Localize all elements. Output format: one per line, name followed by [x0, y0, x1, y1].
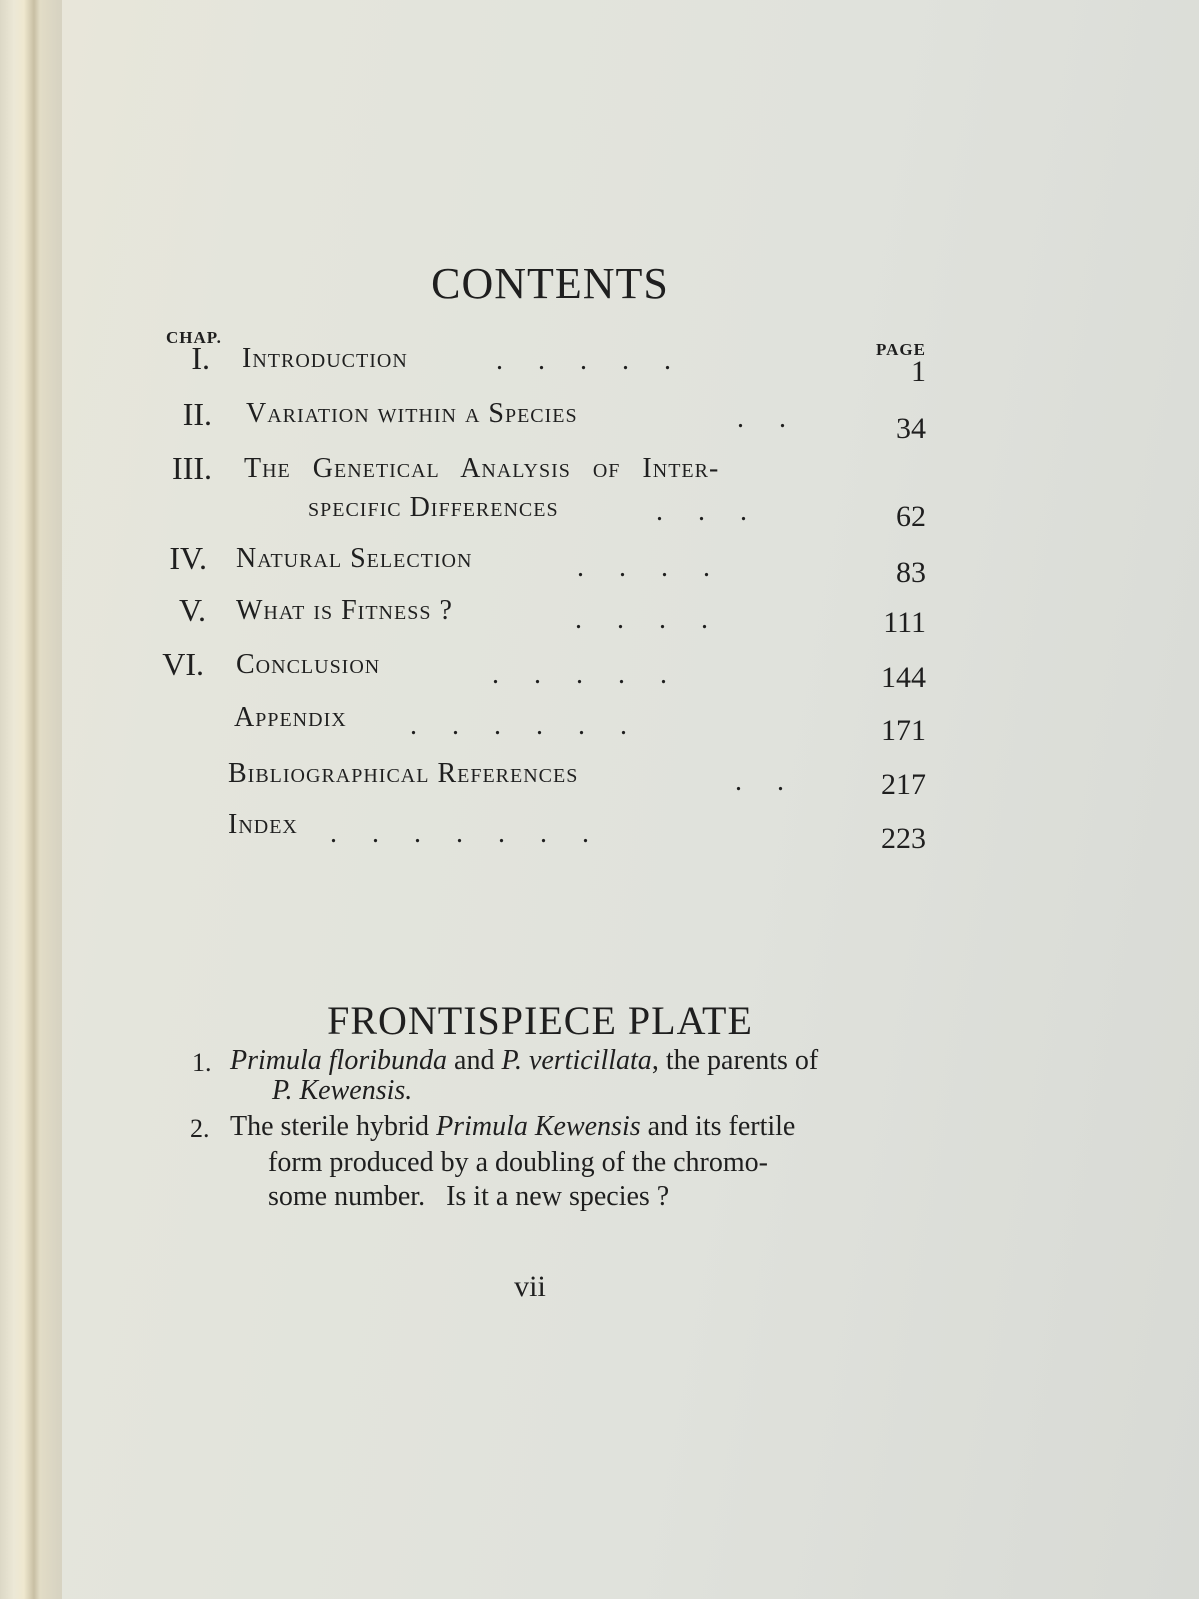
toc-entry-page: 83	[896, 556, 926, 589]
plate-item-number: 2.	[190, 1114, 210, 1143]
toc-entry-title: The Genetical Analysis of Inter-	[244, 453, 720, 484]
toc-leader-dots: . . .	[656, 496, 747, 527]
toc-leader-dots: . . . . .	[496, 345, 671, 376]
frontispiece-title: FRONTISPIECE PLATE	[327, 998, 753, 1043]
toc-entry-page: 34	[896, 412, 926, 445]
toc-entry-page: 223	[881, 822, 926, 855]
plate-item-text	[230, 1110, 920, 1144]
page-column-header: PAGE	[876, 340, 926, 359]
species-name: P. Kewensis.	[272, 1075, 413, 1106]
toc-leader-dots: . . . . . .	[410, 710, 627, 741]
toc-leader-dots: . . . . .	[492, 659, 667, 690]
plate-text-span: , the parents of	[651, 1045, 819, 1076]
plate-item-text-continued: form produced by a doubling of the chromo-	[268, 1147, 768, 1178]
toc-entry-page: 217	[881, 768, 926, 801]
toc-entry-number: IV.	[169, 540, 207, 576]
toc-entry-page: 144	[881, 661, 926, 694]
plate-item-text-continued	[272, 1074, 962, 1108]
toc-entry-number: I.	[191, 340, 210, 376]
toc-leader-dots: . . . .	[575, 604, 708, 635]
contents-title: CONTENTS	[431, 259, 669, 308]
toc-entry-title: Index	[228, 809, 298, 840]
toc-entry-title: Appendix	[234, 702, 347, 733]
toc-entry-title: Introduction	[242, 343, 408, 374]
toc-entry-page: 171	[881, 714, 926, 747]
species-name: P. verticillata	[501, 1045, 652, 1076]
toc-entry-page: 62	[896, 500, 926, 533]
toc-entry-title: Bibliographical References	[228, 758, 579, 789]
plate-item-text	[230, 1044, 920, 1078]
toc-entry-title: What is Fitness ?	[236, 595, 453, 626]
toc-entry-number: VI.	[162, 646, 204, 682]
species-name: Primula floribunda	[230, 1045, 448, 1076]
toc-entry-title: Variation within a Species	[246, 398, 578, 429]
plate-text-span: The sterile hybrid	[230, 1111, 437, 1142]
plate-item-number: 1.	[192, 1048, 212, 1077]
chap-column-header: CHAP.	[166, 328, 222, 347]
toc-leader-dots: . .	[737, 403, 786, 434]
toc-entry-page: 111	[883, 606, 926, 639]
toc-entry-title: Natural Selection	[236, 543, 473, 574]
species-name: Primula Kewensis	[436, 1111, 641, 1142]
page-folio-number: vii	[514, 1270, 546, 1303]
toc-entry-number: II.	[182, 396, 212, 432]
toc-entry-number: III.	[172, 450, 212, 486]
toc-entry-page: 1	[911, 355, 926, 388]
toc-leader-dots: . . . . . . .	[330, 818, 589, 849]
plate-text-span: and	[447, 1045, 502, 1076]
plate-text-span: and its fertile	[640, 1111, 796, 1142]
toc-entry-number: V.	[179, 592, 206, 628]
toc-leader-dots: . .	[735, 766, 784, 797]
toc-leader-dots: . . . .	[577, 552, 710, 583]
plate-item-text-continued: some number. Is it a new species ?	[268, 1181, 670, 1212]
toc-entry-title-continued: specific Differences	[308, 492, 559, 523]
toc-entry-title: Conclusion	[236, 649, 381, 680]
